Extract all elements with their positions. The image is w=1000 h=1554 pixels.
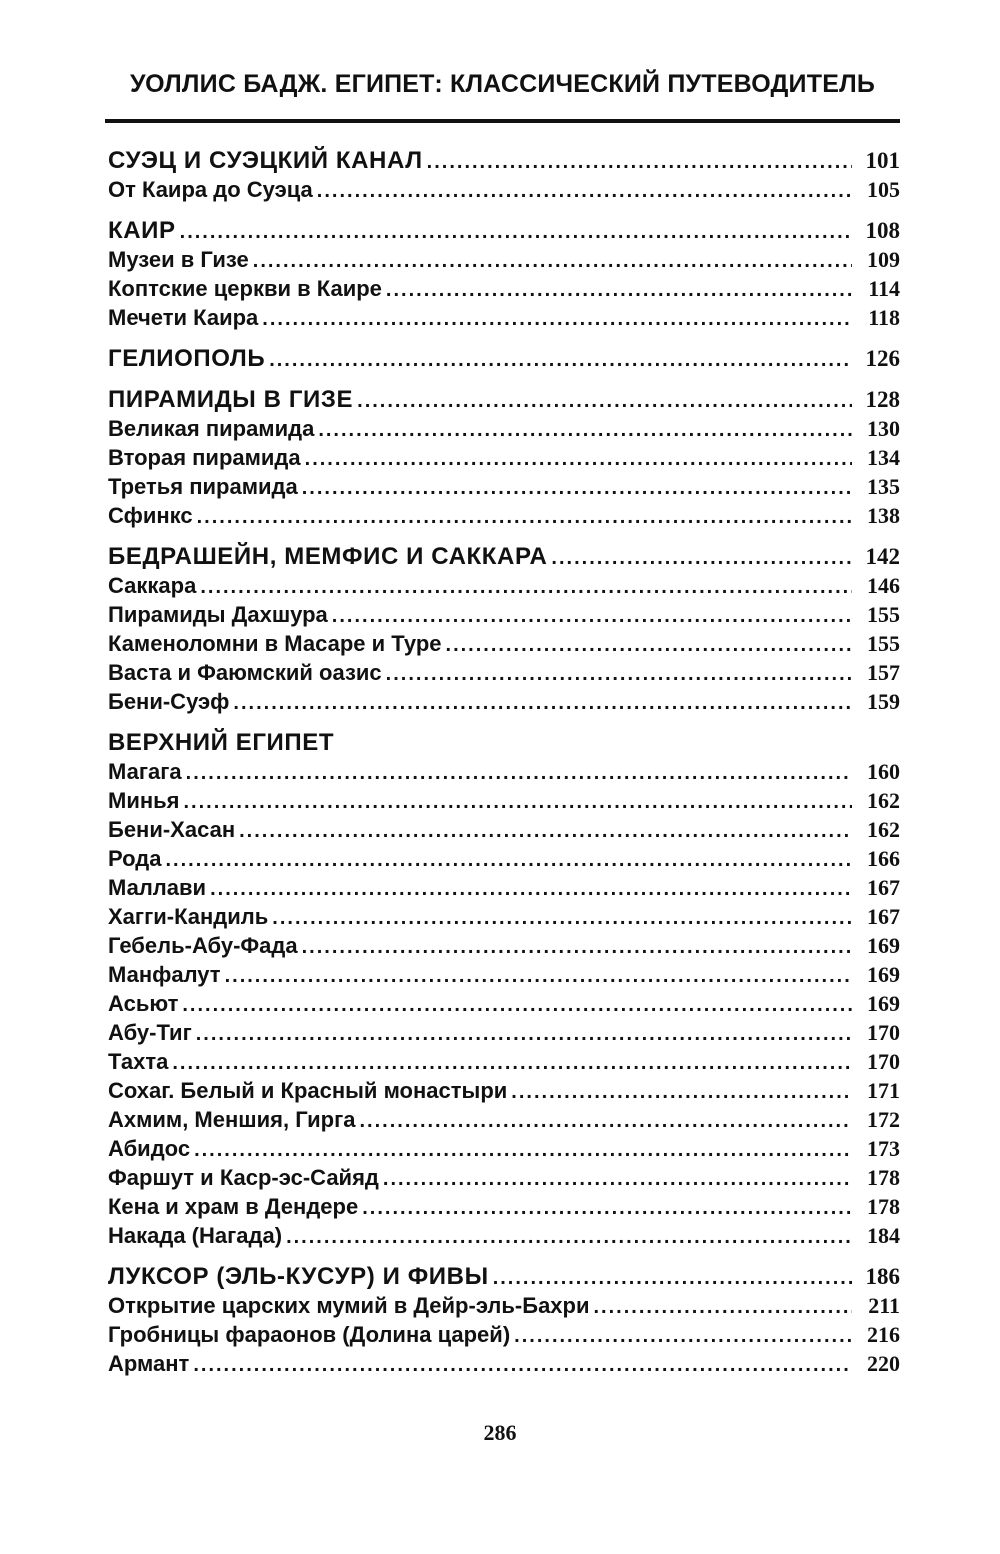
entry-page-number: 130 [867, 416, 900, 441]
header-rule [105, 119, 900, 123]
dot-leader [172, 1049, 852, 1078]
entry-page-number: 109 [867, 247, 900, 272]
toc-entry [108, 1047, 900, 1076]
entry-page-number: 178 [867, 1165, 900, 1190]
table-of-contents [108, 146, 900, 1378]
dot-leader [594, 1293, 853, 1322]
section-title: ГЕЛИОПОЛЬ [108, 345, 266, 372]
dot-leader [262, 305, 852, 334]
dot-leader [302, 474, 852, 503]
dot-leader [225, 962, 852, 991]
entry-page-number: 167 [867, 875, 900, 900]
toc-entry [108, 1105, 900, 1134]
entry-page-number: 114 [868, 276, 900, 301]
entry-title: Накада (Нагада) [108, 1223, 283, 1248]
entry-title: Манфалут [108, 962, 221, 987]
toc-entry [108, 501, 900, 530]
entry-title: Абидос [108, 1136, 191, 1161]
entry-title: Васта и Фаюмский оазис [108, 660, 382, 685]
entry-page-number: 162 [867, 788, 900, 813]
toc-entry [108, 960, 900, 989]
entry-title: Минья [108, 788, 180, 813]
entry-title: Гробницы фараонов (Долина царей) [108, 1322, 511, 1347]
dot-leader [493, 1264, 852, 1293]
dot-leader [427, 148, 852, 177]
dot-leader [357, 387, 852, 416]
entry-page-number: 170 [867, 1049, 900, 1074]
entry-title: От Каира до Суэца [108, 177, 313, 202]
dot-leader [318, 416, 852, 445]
dot-leader [317, 177, 852, 206]
toc-entry [108, 931, 900, 960]
entry-page-number: 170 [867, 1020, 900, 1045]
entry-title: Ахмим, Меншия, Гирга [108, 1107, 356, 1132]
entry-page-number: 126 [865, 346, 900, 371]
entry-title: Абу-Тиг [108, 1020, 192, 1045]
entry-page-number: 134 [867, 445, 900, 470]
dot-leader [302, 933, 852, 962]
toc-entry [108, 844, 900, 873]
entry-title: Сфинкс [108, 503, 193, 528]
entry-page-number: 167 [867, 904, 900, 929]
entry-page-number: 157 [867, 660, 900, 685]
dot-leader [511, 1078, 852, 1107]
dot-leader [196, 1020, 852, 1049]
entry-page-number: 118 [868, 305, 900, 330]
dot-leader [514, 1322, 852, 1351]
page-number: 286 [483, 1420, 517, 1445]
entry-title: Музеи в Гизе [108, 247, 249, 272]
entry-page-number: 128 [865, 387, 900, 412]
entry-page-number: 220 [867, 1351, 900, 1376]
toc-section-entry [108, 146, 900, 175]
entry-title: Магага [108, 759, 182, 784]
entry-page-number: 216 [867, 1322, 900, 1347]
toc-entry [108, 1192, 900, 1221]
toc-entry [108, 902, 900, 931]
dot-leader [182, 991, 852, 1020]
entry-page-number: 162 [867, 817, 900, 842]
entry-title: Пирамиды Дахшура [108, 602, 328, 627]
section-title: ЛУКСОР (ЭЛЬ-КУСУР) И ФИВЫ [108, 1263, 489, 1290]
dot-leader [253, 247, 852, 276]
entry-page-number: 211 [868, 1293, 900, 1318]
dot-leader [446, 631, 852, 660]
section-title: ПИРАМИДЫ В ГИЗЕ [108, 386, 354, 413]
entry-page-number: 159 [867, 689, 900, 714]
dot-leader [184, 788, 853, 817]
section-title: КАИР [108, 217, 176, 244]
entry-page-number: 186 [865, 1264, 900, 1289]
toc-entry [108, 786, 900, 815]
entry-title: Тахта [108, 1049, 169, 1074]
toc-entry [108, 757, 900, 786]
entry-title: Бени-Суэф [108, 689, 230, 714]
entry-title: Коптские церкви в Каире [108, 276, 382, 301]
entry-title: Великая пирамида [108, 416, 315, 441]
toc-entry [108, 815, 900, 844]
entry-title: Фаршут и Каср-эс-Сайяд [108, 1165, 379, 1190]
toc-entry [108, 1320, 900, 1349]
toc-entry [108, 1076, 900, 1105]
entry-title: Рода [108, 846, 162, 871]
toc-entry [108, 274, 900, 303]
toc-entry [108, 658, 900, 687]
entry-page-number: 146 [867, 573, 900, 598]
toc-entry [108, 443, 900, 472]
entry-page-number: 184 [867, 1223, 900, 1248]
toc-section-entry [108, 1262, 900, 1291]
toc-entry [108, 472, 900, 501]
entry-title: Открытие царских мумий в Дейр-эль-Бахри [108, 1293, 590, 1318]
running-head: УОЛЛИС БАДЖ. ЕГИПЕТ: КЛАССИЧЕСКИЙ ПУТЕВОДИТЕЛЬ [130, 70, 875, 98]
dot-leader [165, 846, 852, 875]
entry-title: Маллави [108, 875, 207, 900]
toc-section-entry [108, 344, 900, 373]
entry-page-number: 160 [867, 759, 900, 784]
entry-page-number: 105 [867, 177, 900, 202]
entry-page-number: 166 [867, 846, 900, 871]
dot-leader [551, 544, 852, 573]
entry-page-number: 138 [867, 503, 900, 528]
toc-entry [108, 303, 900, 332]
entry-page-number: 169 [867, 962, 900, 987]
entry-page-number: 135 [867, 474, 900, 499]
dot-leader [180, 218, 852, 247]
dot-leader [386, 660, 852, 689]
section-title: БЕДРАШЕЙН, МЕМФИС И САККАРА [108, 543, 548, 570]
dot-leader [383, 1165, 852, 1194]
toc-entry [108, 687, 900, 716]
entry-page-number: 169 [867, 933, 900, 958]
dot-leader [269, 346, 852, 375]
dot-leader [233, 689, 852, 718]
toc-entry [108, 571, 900, 600]
entry-page-number: 155 [867, 631, 900, 656]
entry-title: Гебель-Абу-Фада [108, 933, 298, 958]
toc-entry [108, 873, 900, 902]
toc-entry [108, 1134, 900, 1163]
toc-entry [108, 1018, 900, 1047]
dot-leader [286, 1223, 852, 1252]
entry-page-number: 169 [867, 991, 900, 1016]
toc-entry [108, 600, 900, 629]
dot-leader [186, 759, 852, 788]
dot-leader [359, 1107, 852, 1136]
entry-page-number: 101 [865, 148, 900, 173]
toc-entry [108, 245, 900, 274]
toc-entry [108, 1221, 900, 1250]
toc-section-entry [108, 216, 900, 245]
toc-entry [108, 414, 900, 443]
entry-title: Бени-Хасан [108, 817, 236, 842]
dot-leader [194, 1136, 852, 1165]
toc-entry [108, 1349, 900, 1378]
dot-leader [193, 1351, 852, 1380]
dot-leader [210, 875, 852, 904]
entry-page-number: 178 [867, 1194, 900, 1219]
entry-title: Третья пирамида [108, 474, 298, 499]
dot-leader [197, 503, 852, 532]
toc-entry [108, 1291, 900, 1320]
entry-page-number: 171 [867, 1078, 900, 1103]
dot-leader [272, 904, 852, 933]
entry-title: Мечети Каира [108, 305, 259, 330]
dot-leader [332, 602, 852, 631]
toc-section-entry [108, 728, 900, 757]
dot-leader [239, 817, 852, 846]
toc-entry [108, 629, 900, 658]
entry-title: Сохаг. Белый и Красный монастыри [108, 1078, 508, 1103]
entry-page-number: 108 [865, 218, 900, 243]
entry-page-number: 172 [867, 1107, 900, 1132]
entry-title: Саккара [108, 573, 197, 598]
dot-leader [200, 573, 852, 602]
dot-leader [305, 445, 852, 474]
toc-entry [108, 175, 900, 204]
toc-section-entry [108, 542, 900, 571]
entry-title: Каменоломни в Масаре и Туре [108, 631, 442, 656]
entry-title: Армант [108, 1351, 190, 1376]
entry-page-number: 142 [865, 544, 900, 569]
entry-title: Кена и храм в Дендере [108, 1194, 359, 1219]
entry-title: Хагги-Кандиль [108, 904, 269, 929]
section-title: СУЭЦ И СУЭЦКИЙ КАНАЛ [108, 147, 423, 174]
section-title: ВЕРХНИЙ ЕГИПЕТ [108, 729, 335, 756]
toc-entry [108, 989, 900, 1018]
dot-leader [386, 276, 852, 305]
toc-entry [108, 1163, 900, 1192]
toc-section-entry [108, 385, 900, 414]
entry-title: Асьют [108, 991, 179, 1016]
dot-leader [362, 1194, 852, 1223]
entry-page-number: 155 [867, 602, 900, 627]
entry-page-number: 173 [867, 1136, 900, 1161]
entry-title: Вторая пирамида [108, 445, 301, 470]
